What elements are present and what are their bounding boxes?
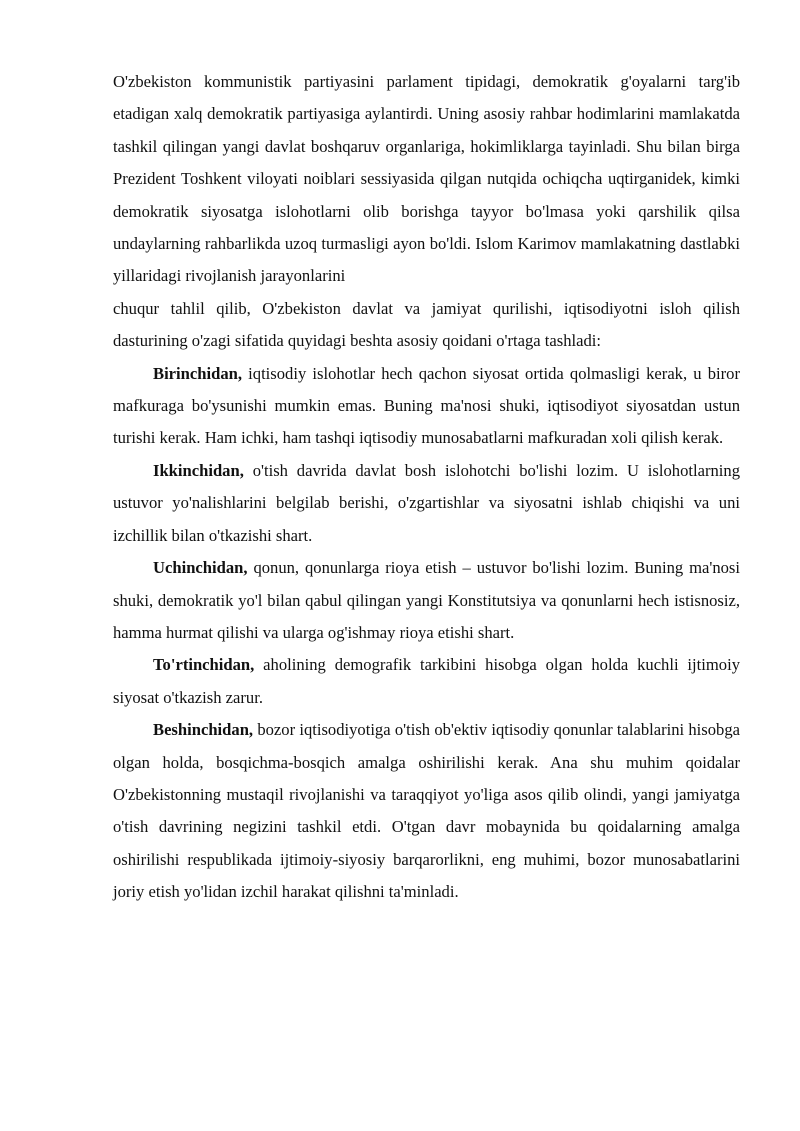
principle-lead-3: Uchinchidan, bbox=[153, 558, 248, 578]
principle-text-3: qonun, qonunlarga rioya etish – ustuvor bo'lishi lozim. Buning ma'nosi shuki, demokratik yo'l bilan qabul qilingan yangi Konstitutsiya va qonunlarni hech istisnosiz, hamma hurmat qilishi va ularga og'ishmay rioya etishi shart. bbox=[113, 558, 740, 642]
principle-lead-5: Beshinchidan, bbox=[153, 720, 254, 740]
principle-lead-2: Ikkinchidan, bbox=[153, 460, 244, 480]
principle-paragraph-4 bbox=[113, 649, 740, 714]
principle-paragraph-3 bbox=[113, 552, 740, 649]
intro-continuation-paragraph: chuqur tahlil qilib, O'zbekiston davlat va jamiyat qurilishi, iqtisodiyotni isloh qilish dasturining o'zagi sifatida quyidagi beshta asosiy qoidani o'rtaga tashladi: bbox=[113, 298, 740, 351]
principle-text-2: o'tish davrida davlat bosh islohotchi bo'lishi lozim. U islohotlarning ustuvor yo'nalishlarini belgilab berishi, o'zgartishlar va siyosatni ishlab chiqishi va uni izchillik bilan o'tkazishi shart. bbox=[113, 460, 740, 545]
principle-text-5: bozor iqtisodiyotiga o'tish ob'ektiv iqtisodiy qonunlar talablarini hisobga olgan holda, bosqichma-bosqich amalga oshirilishi kerak. Ana shu muhim qoidalar O'zbekistonning mustaqil rivojlanishi va taraqqiyot yo'liga asos qilib olindi, yangi jamiyatga o'tish davrining negizini tashkil etdi. O'tgan davr mobaynida bu qoidalarning amalga oshirilishi respublikada ijtimoiy-siyosiy barqarorlikni, eng muhimi, bozor munosabatlarini joriy etish yo'lidan izchil harakat qilishni ta'minladi. bbox=[113, 720, 740, 902]
principle-paragraph-1 bbox=[113, 358, 740, 455]
principle-text-1: iqtisodiy islohotlar hech qachon siyosat ortida qolmasligi kerak, u biror mafkuraga bo'ysunishi mumkin emas. Buning ma'nosi shuki, iqtisodiyot siyosatdan ustun turishi kerak. Ham ichki, ham tashqi iqtisodiy munosabatlarni mafkuradan xoli qilish kerak. bbox=[113, 363, 740, 448]
principle-lead-1: Birinchidan, bbox=[153, 363, 242, 383]
principle-lead-4: To'rtinchidan, bbox=[153, 655, 255, 675]
intro-paragraph: O'zbekiston kommunistik partiyasini parlament tipidagi, demokratik g'oyalarni targ'ib etadigan xalq demokratik partiyasiga aylantirdi. Uning asosiy rahbar hodimlarini mamlakatda tashkil qilingan yangi davlat boshqaruv organlariga, hokimliklarga tayinladi. Shu bilan birga Prezident Toshkent viloyati noiblari sessiyasida qilgan nutqida ochiqcha uqtirganidek, kimki demokratik siyosatga islohotlarni olib borishga tayyor bo'lmasa yoki qarshilik qilsa undaylarning rahbarlikda uzoq turmasligi ayon bo'ldi. Islom Karimov mamlakatning dastlabki yillaridagi rivojlanish jarayonlarini bbox=[113, 72, 740, 286]
principle-paragraph-5 bbox=[113, 714, 740, 908]
principle-text-4: aholining demografik tarkibini hisobga olgan holda kuchli ijtimoiy siyosat o'tkazish zarur. bbox=[113, 655, 740, 707]
principle-paragraph-2 bbox=[113, 455, 740, 552]
document-page bbox=[113, 66, 740, 909]
